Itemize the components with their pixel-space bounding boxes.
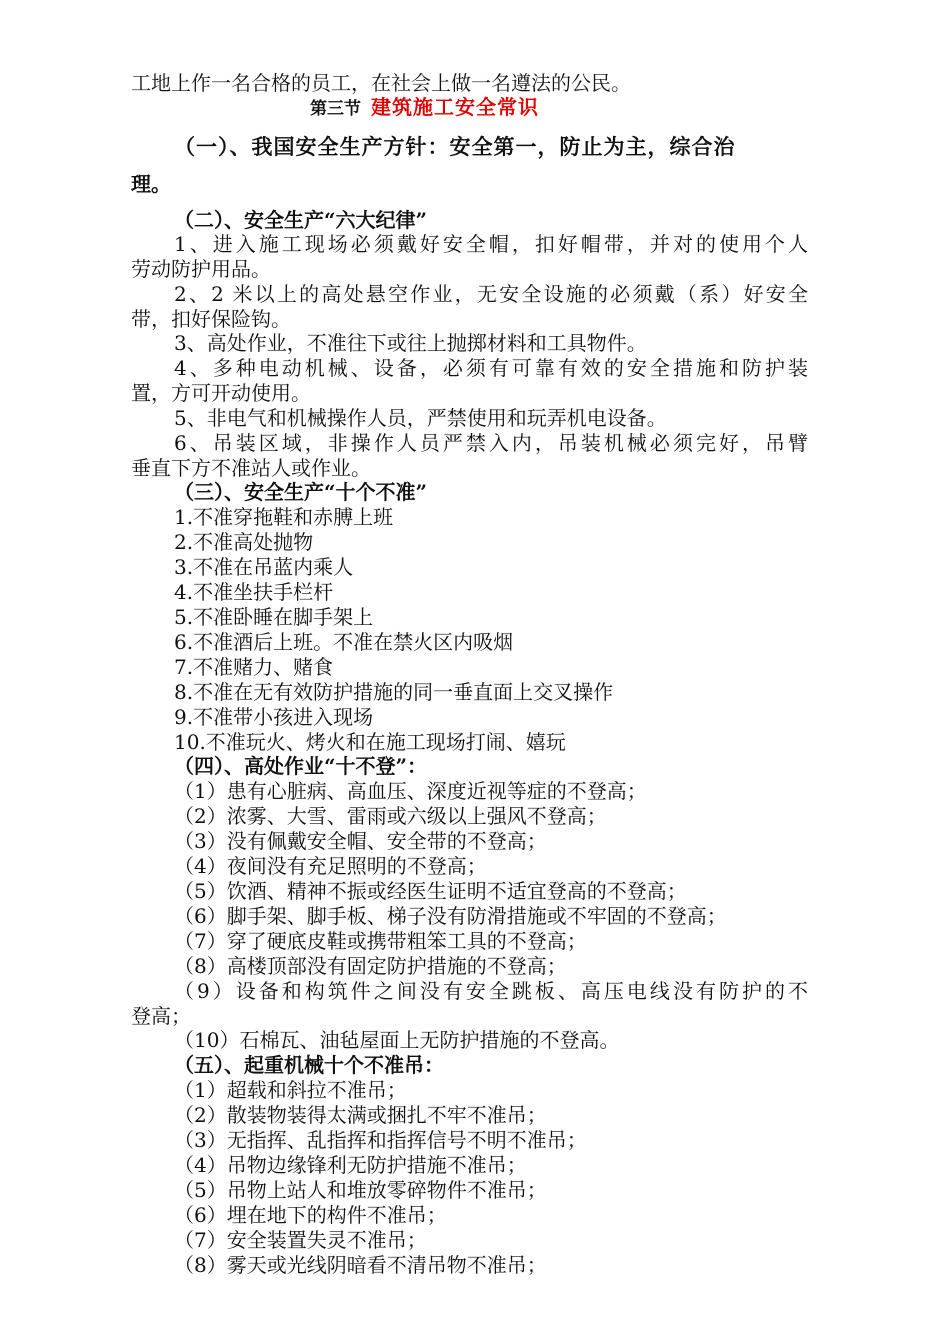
ten-prohibitions-item: 7.不准赌力、赌食 — [174, 655, 334, 679]
six-rules-heading: （二）、安全生产“六大纪律” — [174, 208, 428, 232]
crane-heading: （五）、起重机械十个不准吊： — [174, 1053, 444, 1077]
crane-item: （8）雾天或光线阴暗看不清吊物不准吊； — [174, 1253, 547, 1277]
heights-item-10: （10）石棉瓦、油毡屋面上无防护措施的不登高。 — [174, 1028, 620, 1052]
heights-item: （1）患有心脏病、高血压、深度近视等症的不登高； — [174, 779, 647, 803]
heights-item: （5）饮酒、精神不振或经医生证明不适宜登高的不登高； — [174, 879, 687, 903]
crane-item: （3）无指挥、乱指挥和指挥信号不明不准吊； — [174, 1128, 587, 1152]
six-rules-item-2-line-2: 带，扣好保险钩。 — [131, 307, 291, 331]
heights-item: （6）脚手架、脚手板、梯子没有防滑措施或不牢固的不登高； — [174, 904, 727, 928]
heights-heading: （四）、高处作业“十不登”： — [174, 754, 428, 778]
heights-item: （3）没有佩戴安全帽、安全带的不登高； — [174, 829, 547, 853]
six-rules-item-6-line-1: 6、吊装区域，非操作人员严禁入内，吊装机械必须完好，吊臂 — [174, 431, 808, 455]
crane-item: （1）超载和斜拉不准吊； — [174, 1078, 407, 1102]
ten-prohibitions-item: 3.不准在吊蓝内乘人 — [174, 555, 354, 579]
six-rules-item-4-line-1: 4、多种电动机械、设备，必须有可靠有效的安全措施和防护装 — [174, 356, 808, 380]
six-rules-item-4-line-2: 置，方可开动使用。 — [131, 381, 311, 405]
heights-item-9-line-2: 登高； — [131, 1004, 191, 1028]
section-heading — [310, 95, 539, 122]
ten-prohibitions-item: 4.不准坐扶手栏杆 — [174, 580, 334, 604]
heights-item: （8）高楼顶部没有固定防护措施的不登高； — [174, 954, 567, 978]
ten-prohibitions-item: 8.不准在无有效防护措施的同一垂直面上交叉操作 — [174, 680, 614, 704]
intro-line: 工地上作一名合格的员工，在社会上做一名遵法的公民。 — [131, 71, 631, 95]
heights-item: （4）夜间没有充足照明的不登高； — [174, 854, 487, 878]
crane-item: （6）埋在地下的构件不准吊； — [174, 1203, 447, 1227]
six-rules-item-1-line-2: 劳动防护用品。 — [131, 257, 271, 281]
six-rules-item-1-line-1: 1、进入施工现场必须戴好安全帽，扣好帽带，并对的使用个人 — [174, 232, 808, 256]
policy-line-2: 理。 — [131, 172, 171, 196]
section-label: 第三节 — [310, 99, 361, 119]
six-rules-item-2-line-1: 2、2 米以上的高处悬空作业，无安全设施的必须戴（系）好安全 — [174, 282, 808, 306]
ten-prohibitions-item: 10.不准玩火、烤火和在施工现场打闹、嬉玩 — [174, 730, 566, 754]
ten-prohibitions-item: 5.不准卧睡在脚手架上 — [174, 605, 374, 629]
ten-prohibitions-item: 2.不准高处抛物 — [174, 530, 314, 554]
six-rules-item-6-line-2: 垂直下方不准站人或作业。 — [131, 456, 371, 480]
crane-item: （2）散装物装得太满或捆扎不牢不准吊； — [174, 1103, 547, 1127]
heights-item-9-line-1: （9）设备和构筑件之间没有安全跳板、高压电线没有防护的不 — [174, 979, 808, 1003]
policy-line-1: （一）、我国安全生产方针：安全第一，防止为主，综合治 — [174, 134, 736, 159]
section-title: 建筑施工安全常识 — [371, 95, 539, 119]
heights-item: （2）浓雾、大雪、雷雨或六级以上强风不登高； — [174, 804, 607, 828]
crane-item: （5）吊物上站人和堆放零碎物件不准吊； — [174, 1178, 547, 1202]
heights-item: （7）穿了硬底皮鞋或携带粗笨工具的不登高； — [174, 929, 587, 953]
ten-prohibitions-item: 1.不准穿拖鞋和赤膊上班 — [174, 505, 394, 529]
ten-prohibitions-heading: （三）、安全生产“十个不准” — [174, 480, 428, 504]
crane-item: （4）吊物边缘锋利无防护措施不准吊； — [174, 1153, 527, 1177]
six-rules-item-5: 5、非电气和机械操作人员，严禁使用和玩弄机电设备。 — [174, 406, 667, 430]
ten-prohibitions-item: 6.不准酒后上班。不准在禁火区内吸烟 — [174, 630, 514, 654]
ten-prohibitions-item: 9.不准带小孩进入现场 — [174, 705, 374, 729]
six-rules-item-3: 3、高处作业，不准往下或往上抛掷材料和工具物件。 — [174, 331, 647, 355]
crane-item: （7）安全装置失灵不准吊； — [174, 1228, 427, 1252]
